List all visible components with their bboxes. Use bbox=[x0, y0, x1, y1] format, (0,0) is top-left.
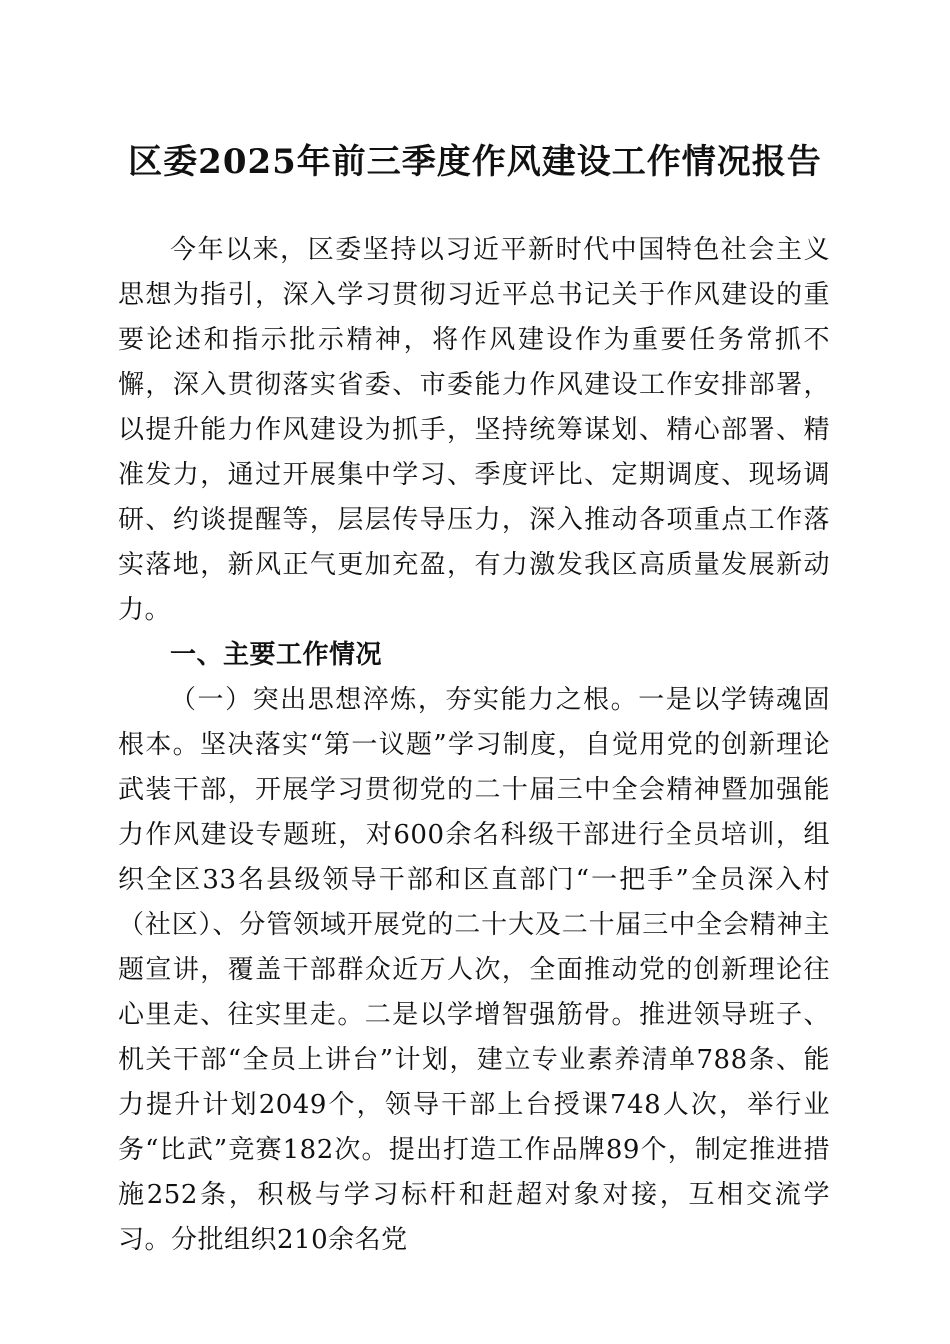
subsection-body: 一是以学铸魂固根本。坚决落实“第一议题”学习制度，自觉用党的创新理论武装干部，开展学习贯彻党的二十届三中全会精神暨加强能力作风建设专题班，对600余名科级干部进行全员培训，组织全区33名县级领导干部和区直部门“一把手”全员深入村（社区）、分管领域开展党的二十大及二十届三中全会精神主题宣讲，覆盖干部群众近万人次，全面推动党的创新理论往心里走、往实里走。二是以学增智强筋骨。推进领导班子、机关干部“全员上讲台”计划，建立专业素养清单788条、能力提升计划2049个，领导干部上台授课748人次，举行业务“比武”竞赛182次。提出打造工作品牌89个，制定推进措施252条，积极与学习标杆和赶超对象对接，互相交流学习。分批组织210余名党 bbox=[118, 685, 830, 1255]
subsection-paragraph bbox=[118, 678, 830, 1263]
document-body bbox=[118, 228, 830, 1263]
document-title: 区委2025年前三季度作风建设工作情况报告 bbox=[128, 142, 822, 182]
intro-paragraph: 今年以来，区委坚持以习近平新时代中国特色社会主义思想为指引，深入学习贯彻习近平总书记关于作风建设的重要论述和指示批示精神，将作风建设作为重要任务常抓不懈，深入贯彻落实省委、市委能力作风建设工作安排部署，以提升能力作风建设为抓手，坚持统筹谋划、精心部署、精准发力，通过开展集中学习、季度评比、定期调度、现场调研、约谈提醒等，层层传导压力，深入推动各项重点工作落实落地，新风正气更加充盈，有力激发我区高质量发展新动力。 bbox=[118, 235, 830, 625]
section-heading-main-work: 一、主要工作情况 bbox=[170, 640, 383, 670]
subsection-heading: （一）突出思想淬炼，夯实能力之根。 bbox=[170, 685, 639, 715]
